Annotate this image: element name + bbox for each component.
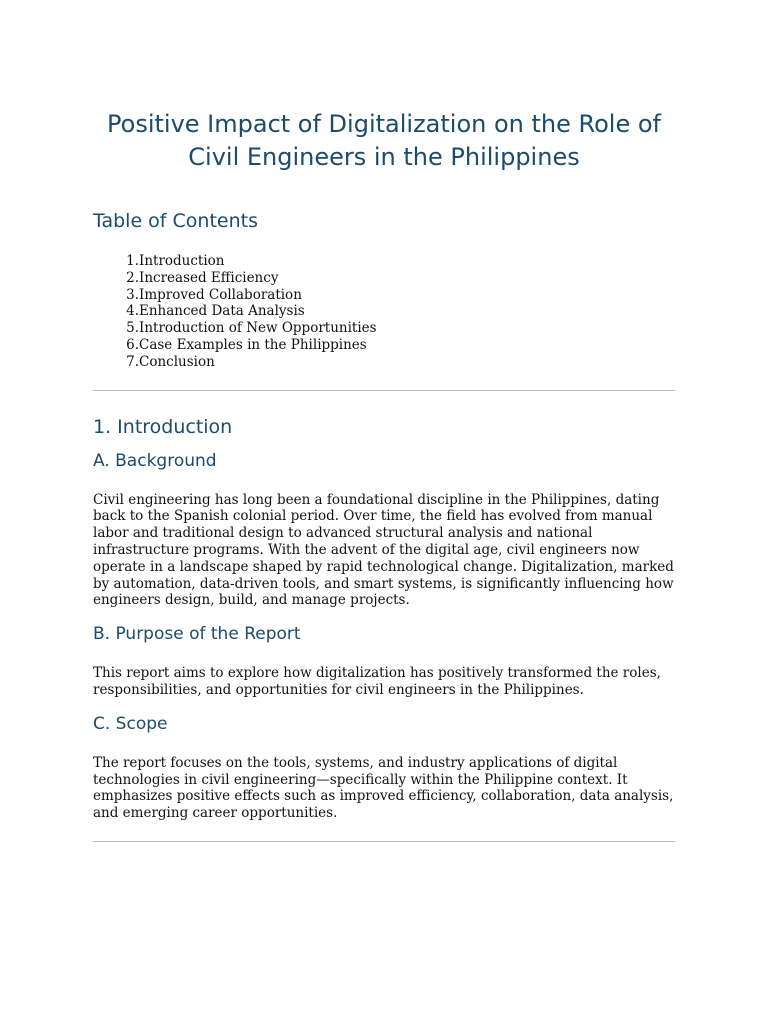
toc-item bbox=[93, 354, 675, 371]
toc-item bbox=[93, 337, 675, 354]
toc-item-number: 1. bbox=[126, 253, 139, 269]
scope-paragraph: The report focuses on the tools, systems, and industry applications of digital technologies in civil engineering—specifically within the Philippine context. It emphasizes positive effects such as improved efficiency, collaboration, data analysis, and emerging career opportunities. bbox=[93, 754, 674, 822]
toc-item-number: 4. bbox=[126, 303, 139, 320]
section-divider bbox=[93, 841, 675, 842]
toc-item-number: 3. bbox=[126, 286, 139, 303]
toc-item-label: Increased Efficiency bbox=[139, 269, 279, 286]
subsection-heading-purpose: B. Purpose of the Report bbox=[93, 624, 301, 645]
background-paragraph: Civil engineering has long been a foundational discipline in the Philippines, dating back to the Spanish colonial period. Over time, the field has evolved from manual labor and traditional design to advanced structural analysis and national infrastructure programs. With the advent of the digital age, civil engineers now operate in a landscape shaped by rapid technological change. Digitalization, marked by automation, data-driven tools, and smart systems, is significantly influencing how engineers design, build, and manage projects. bbox=[93, 491, 674, 609]
toc-item-number: 7. bbox=[126, 353, 139, 370]
document-page bbox=[93, 0, 675, 842]
toc-item bbox=[93, 253, 675, 270]
document-title: Positive Impact of Digitalization on the Role of Civil Engineers in the Philippines bbox=[107, 110, 661, 171]
toc-item-label: Enhanced Data Analysis bbox=[139, 303, 305, 320]
toc-item bbox=[93, 303, 675, 320]
section-divider bbox=[93, 390, 675, 391]
section-heading-introduction: 1. Introduction bbox=[93, 415, 233, 438]
subsection-heading-background: A. Background bbox=[93, 450, 217, 471]
toc-item-label: Introduction bbox=[139, 253, 225, 269]
toc-item-label: Conclusion bbox=[139, 353, 215, 370]
toc-item-number: 2. bbox=[126, 269, 139, 286]
toc-item-label: Introduction of New Opportunities bbox=[139, 320, 377, 337]
toc-item bbox=[93, 320, 675, 337]
toc-item-label: Improved Collaboration bbox=[139, 286, 302, 303]
toc-list bbox=[93, 253, 675, 371]
toc-item-number: 6. bbox=[126, 336, 139, 353]
toc-item bbox=[93, 287, 675, 304]
toc-item-label: Case Examples in the Philippines bbox=[139, 336, 367, 353]
toc-item bbox=[93, 270, 675, 287]
subsection-heading-scope: C. Scope bbox=[93, 713, 168, 734]
toc-item-number: 5. bbox=[126, 320, 139, 337]
purpose-paragraph: This report aims to explore how digitalization has positively transformed the roles, responsibilities, and opportunities for civil engineers in the Philippines. bbox=[93, 665, 661, 698]
toc-heading: Table of Contents bbox=[93, 210, 258, 232]
